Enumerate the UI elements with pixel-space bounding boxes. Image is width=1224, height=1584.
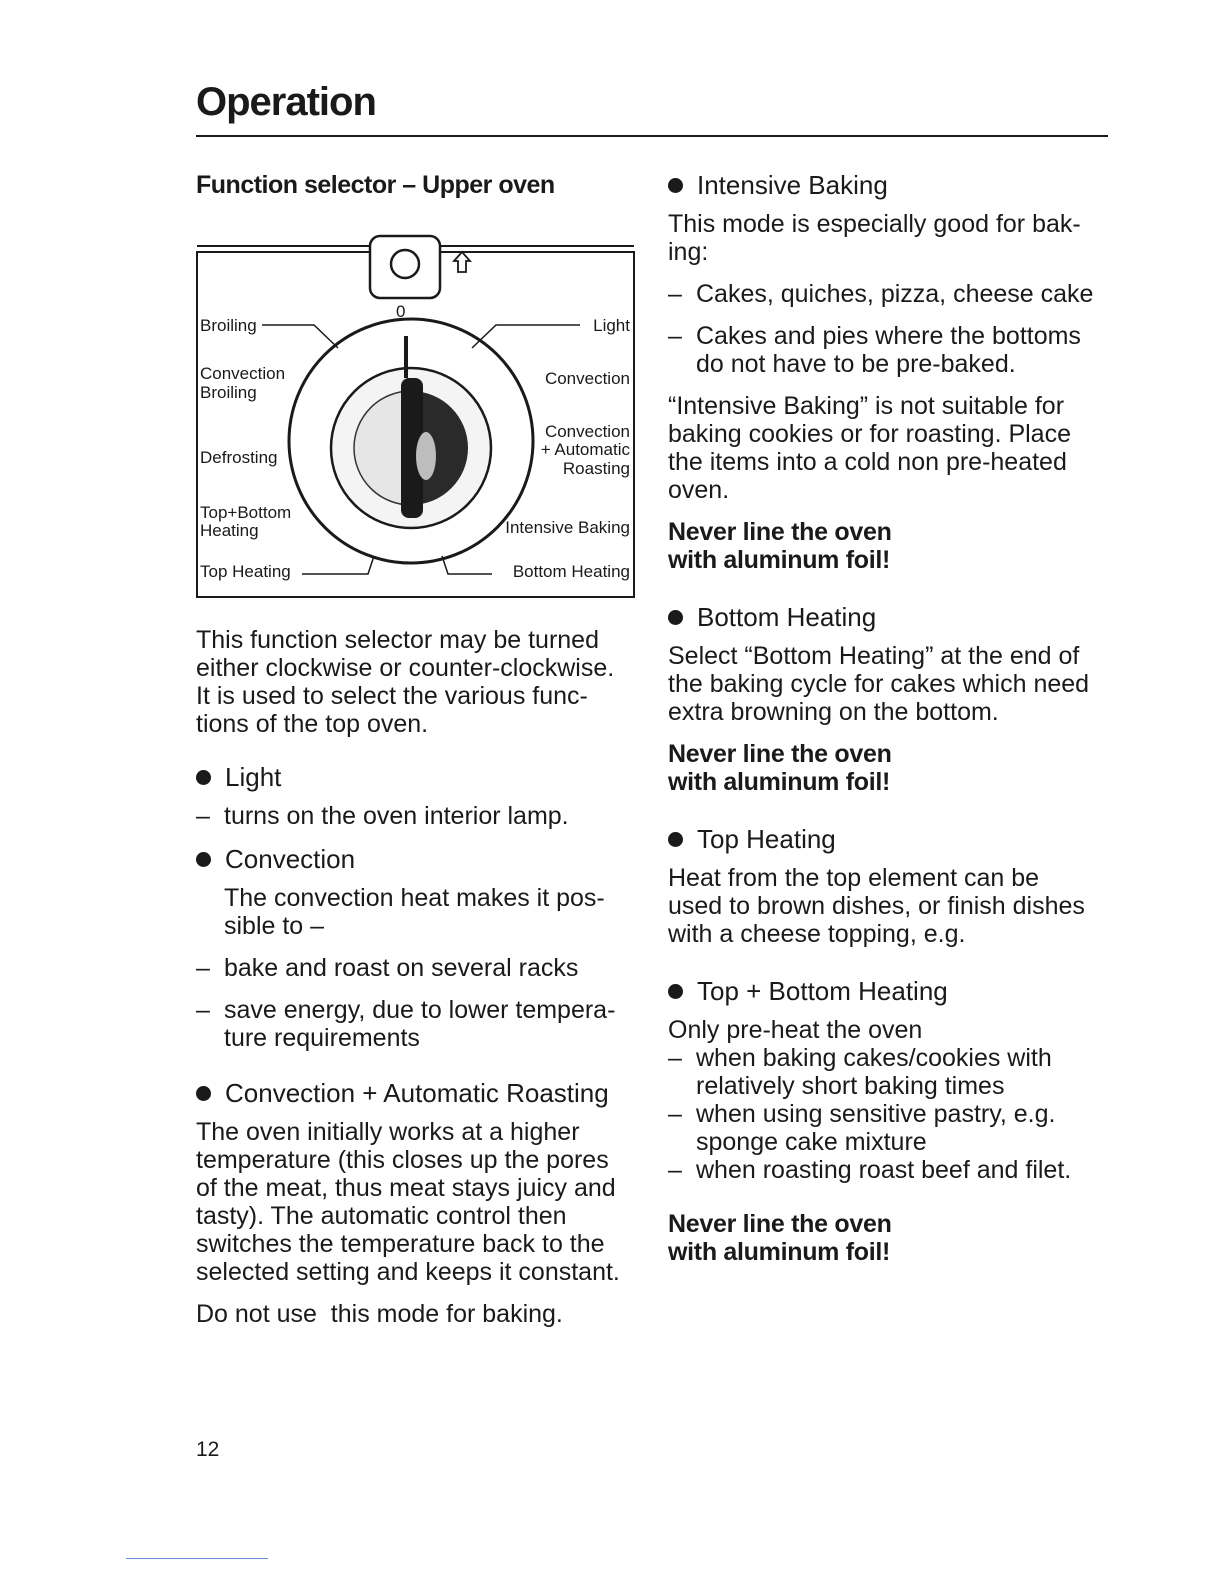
label-conv-auto-3: Roasting — [562, 459, 630, 478]
warning-note — [668, 518, 1108, 574]
text-line: Select “Bottom Heating” at the end of — [668, 642, 1080, 670]
list-item: – when using sensitive pastry, e.g. sponge cake mixture — [668, 1100, 1056, 1156]
footer-line — [126, 1558, 268, 1559]
intensive-heading — [668, 168, 1108, 202]
conv-auto-text — [196, 1118, 636, 1286]
function-selector-diagram — [196, 216, 636, 598]
label-convection: Convection — [544, 369, 630, 388]
text-line: sible to – — [224, 912, 325, 940]
text-line: the items into a cold non pre-heated — [668, 448, 1067, 476]
list-item: – Cakes, quiches, pizza, cheese cake — [668, 280, 1094, 308]
warning-line: Never line the oven — [668, 518, 892, 546]
top-bottom-intro: Only pre-heat the oven — [668, 1016, 923, 1044]
text-line: extra browning on the bottom. — [668, 698, 999, 726]
bottom-text — [668, 642, 1108, 726]
label-top-bottom-1: Top+Bottom — [200, 503, 292, 522]
bullet-icon — [668, 984, 683, 999]
text-line: the baking cycle for cakes which need — [668, 670, 1090, 698]
list-item-text: when roasting roast beef and filet. — [696, 1156, 1072, 1184]
text-line: oven. — [668, 476, 730, 504]
warning-line: Never line the oven — [668, 1210, 892, 1238]
left-column — [196, 168, 636, 1328]
warning-line: with aluminum foil! — [668, 1238, 891, 1266]
intensive-text-2 — [668, 392, 1108, 504]
convection-title: Convection — [225, 844, 356, 874]
label-conv-auto-1: Convection — [544, 422, 630, 441]
bullet-icon — [196, 852, 211, 867]
page-number: 12 — [196, 1438, 220, 1461]
label-top-bottom-2: Heating — [200, 521, 259, 540]
intensive-title: Intensive Baking — [697, 170, 888, 200]
title-divider — [196, 135, 1108, 137]
bullet-icon — [196, 770, 211, 785]
text-line: “Intensive Baking” is not suitable for — [668, 392, 1065, 420]
page-title: Operation — [196, 80, 376, 124]
text-line: The convection heat makes it pos- — [224, 884, 605, 912]
list-item-text: save energy, due to lower tempera- — [224, 996, 616, 1024]
bullet-icon — [668, 178, 683, 193]
top-heading — [668, 822, 1108, 856]
list-item-text: when baking cakes/cookies with — [696, 1044, 1052, 1072]
text-line: ing: — [668, 238, 709, 266]
list-item-text: do not have to be pre-baked. — [696, 350, 1016, 378]
list-item-text: turns on the oven interior lamp. — [224, 802, 569, 830]
convection-text — [196, 884, 636, 940]
list-item: – turns on the oven interior lamp. — [196, 802, 569, 830]
text-line: Heat from the top element can be — [668, 864, 1040, 892]
warning-note — [668, 740, 1108, 796]
label-convection-broiling-2: Broiling — [200, 383, 257, 402]
list-item-text: when using sensitive pastry, e.g. — [696, 1100, 1056, 1128]
list-item: – Cakes and pies where the bottoms do not have to be pre-baked. — [668, 322, 1081, 378]
light-title: Light — [225, 762, 282, 792]
text-line: This mode is especially good for bak- — [668, 210, 1081, 238]
warning-line: with aluminum foil! — [668, 768, 891, 796]
text-line: switches the temperature back to the — [196, 1230, 605, 1258]
text-line: with a cheese topping, e.g. — [668, 920, 966, 948]
list-item-text: Cakes, quiches, pizza, cheese cake — [696, 280, 1094, 308]
text-line: temperature (this closes up the pores — [196, 1146, 609, 1174]
intro-paragraph — [196, 626, 636, 738]
section-heading: Function selector – Upper oven — [196, 171, 555, 199]
text-line: either clockwise or counter-clockwise. — [196, 654, 615, 682]
text-line: It is used to select the various func- — [196, 682, 588, 710]
switch-box — [370, 236, 440, 298]
text-line: of the meat, thus meat stays juicy and — [196, 1174, 616, 1202]
warning-note — [668, 1210, 1108, 1266]
intensive-text — [668, 210, 1108, 266]
text-line: baking cookies or for roasting. Place — [668, 420, 1071, 448]
selector-dial-drawing — [196, 216, 636, 598]
list-item-text: bake and roast on several racks — [224, 954, 579, 982]
warning-line: with aluminum foil! — [668, 546, 891, 574]
list-item: – when baking cakes/cookies with relatively short baking times — [668, 1044, 1052, 1100]
label-bottom-heating: Bottom Heating — [512, 562, 630, 581]
text-line: tasty). The automatic control then — [196, 1202, 567, 1230]
bottom-heading — [668, 600, 1108, 634]
label-defrosting: Defrosting — [200, 448, 278, 467]
top-bottom-title: Top + Bottom Heating — [697, 976, 948, 1006]
convection-heading — [196, 842, 636, 876]
label-top-heating: Top Heating — [200, 562, 291, 581]
label-convection-broiling-1: Convection — [200, 364, 286, 383]
list-item-text: sponge cake mixture — [696, 1128, 927, 1156]
top-bottom-heading — [668, 974, 1108, 1008]
bullet-icon — [196, 1086, 211, 1101]
conv-auto-note: Do not use this mode for baking. — [196, 1300, 563, 1328]
label-conv-auto-2: + Automatic — [540, 440, 630, 459]
text-line: The oven initially works at a higher — [196, 1118, 580, 1146]
text-line: This function selector may be turned — [196, 626, 599, 654]
bullet-icon — [668, 832, 683, 847]
list-item: – when roasting roast beef and filet. — [668, 1156, 1072, 1184]
text-line: tions of the top oven. — [196, 710, 429, 738]
arrow-up-icon — [454, 252, 470, 272]
conv-auto-title: Convection + Automatic Roasting — [225, 1078, 609, 1108]
label-broiling: Broiling — [200, 316, 257, 335]
dial-zero-label: 0 — [396, 302, 406, 321]
warning-line: Never line the oven — [668, 740, 892, 768]
light-heading — [196, 760, 636, 794]
top-title: Top Heating — [697, 824, 836, 854]
bullet-icon — [668, 610, 683, 625]
top-text — [668, 864, 1108, 948]
right-column — [668, 168, 1108, 1266]
list-item: – save energy, due to lower tempera- ture requirements — [196, 996, 616, 1052]
list-item-text: Cakes and pies where the bottoms — [696, 322, 1081, 350]
label-light: Light — [593, 316, 630, 335]
conv-auto-heading — [196, 1076, 636, 1110]
text-line: selected setting and keeps it constant. — [196, 1258, 620, 1286]
list-item-text: relatively short baking times — [696, 1072, 1005, 1100]
label-intensive-baking: Intensive Baking — [505, 518, 630, 537]
list-item: – bake and roast on several racks — [196, 954, 579, 982]
bottom-title: Bottom Heating — [697, 602, 877, 632]
list-item-text: ture requirements — [224, 1024, 420, 1052]
text-line: used to brown dishes, or finish dishes — [668, 892, 1085, 920]
